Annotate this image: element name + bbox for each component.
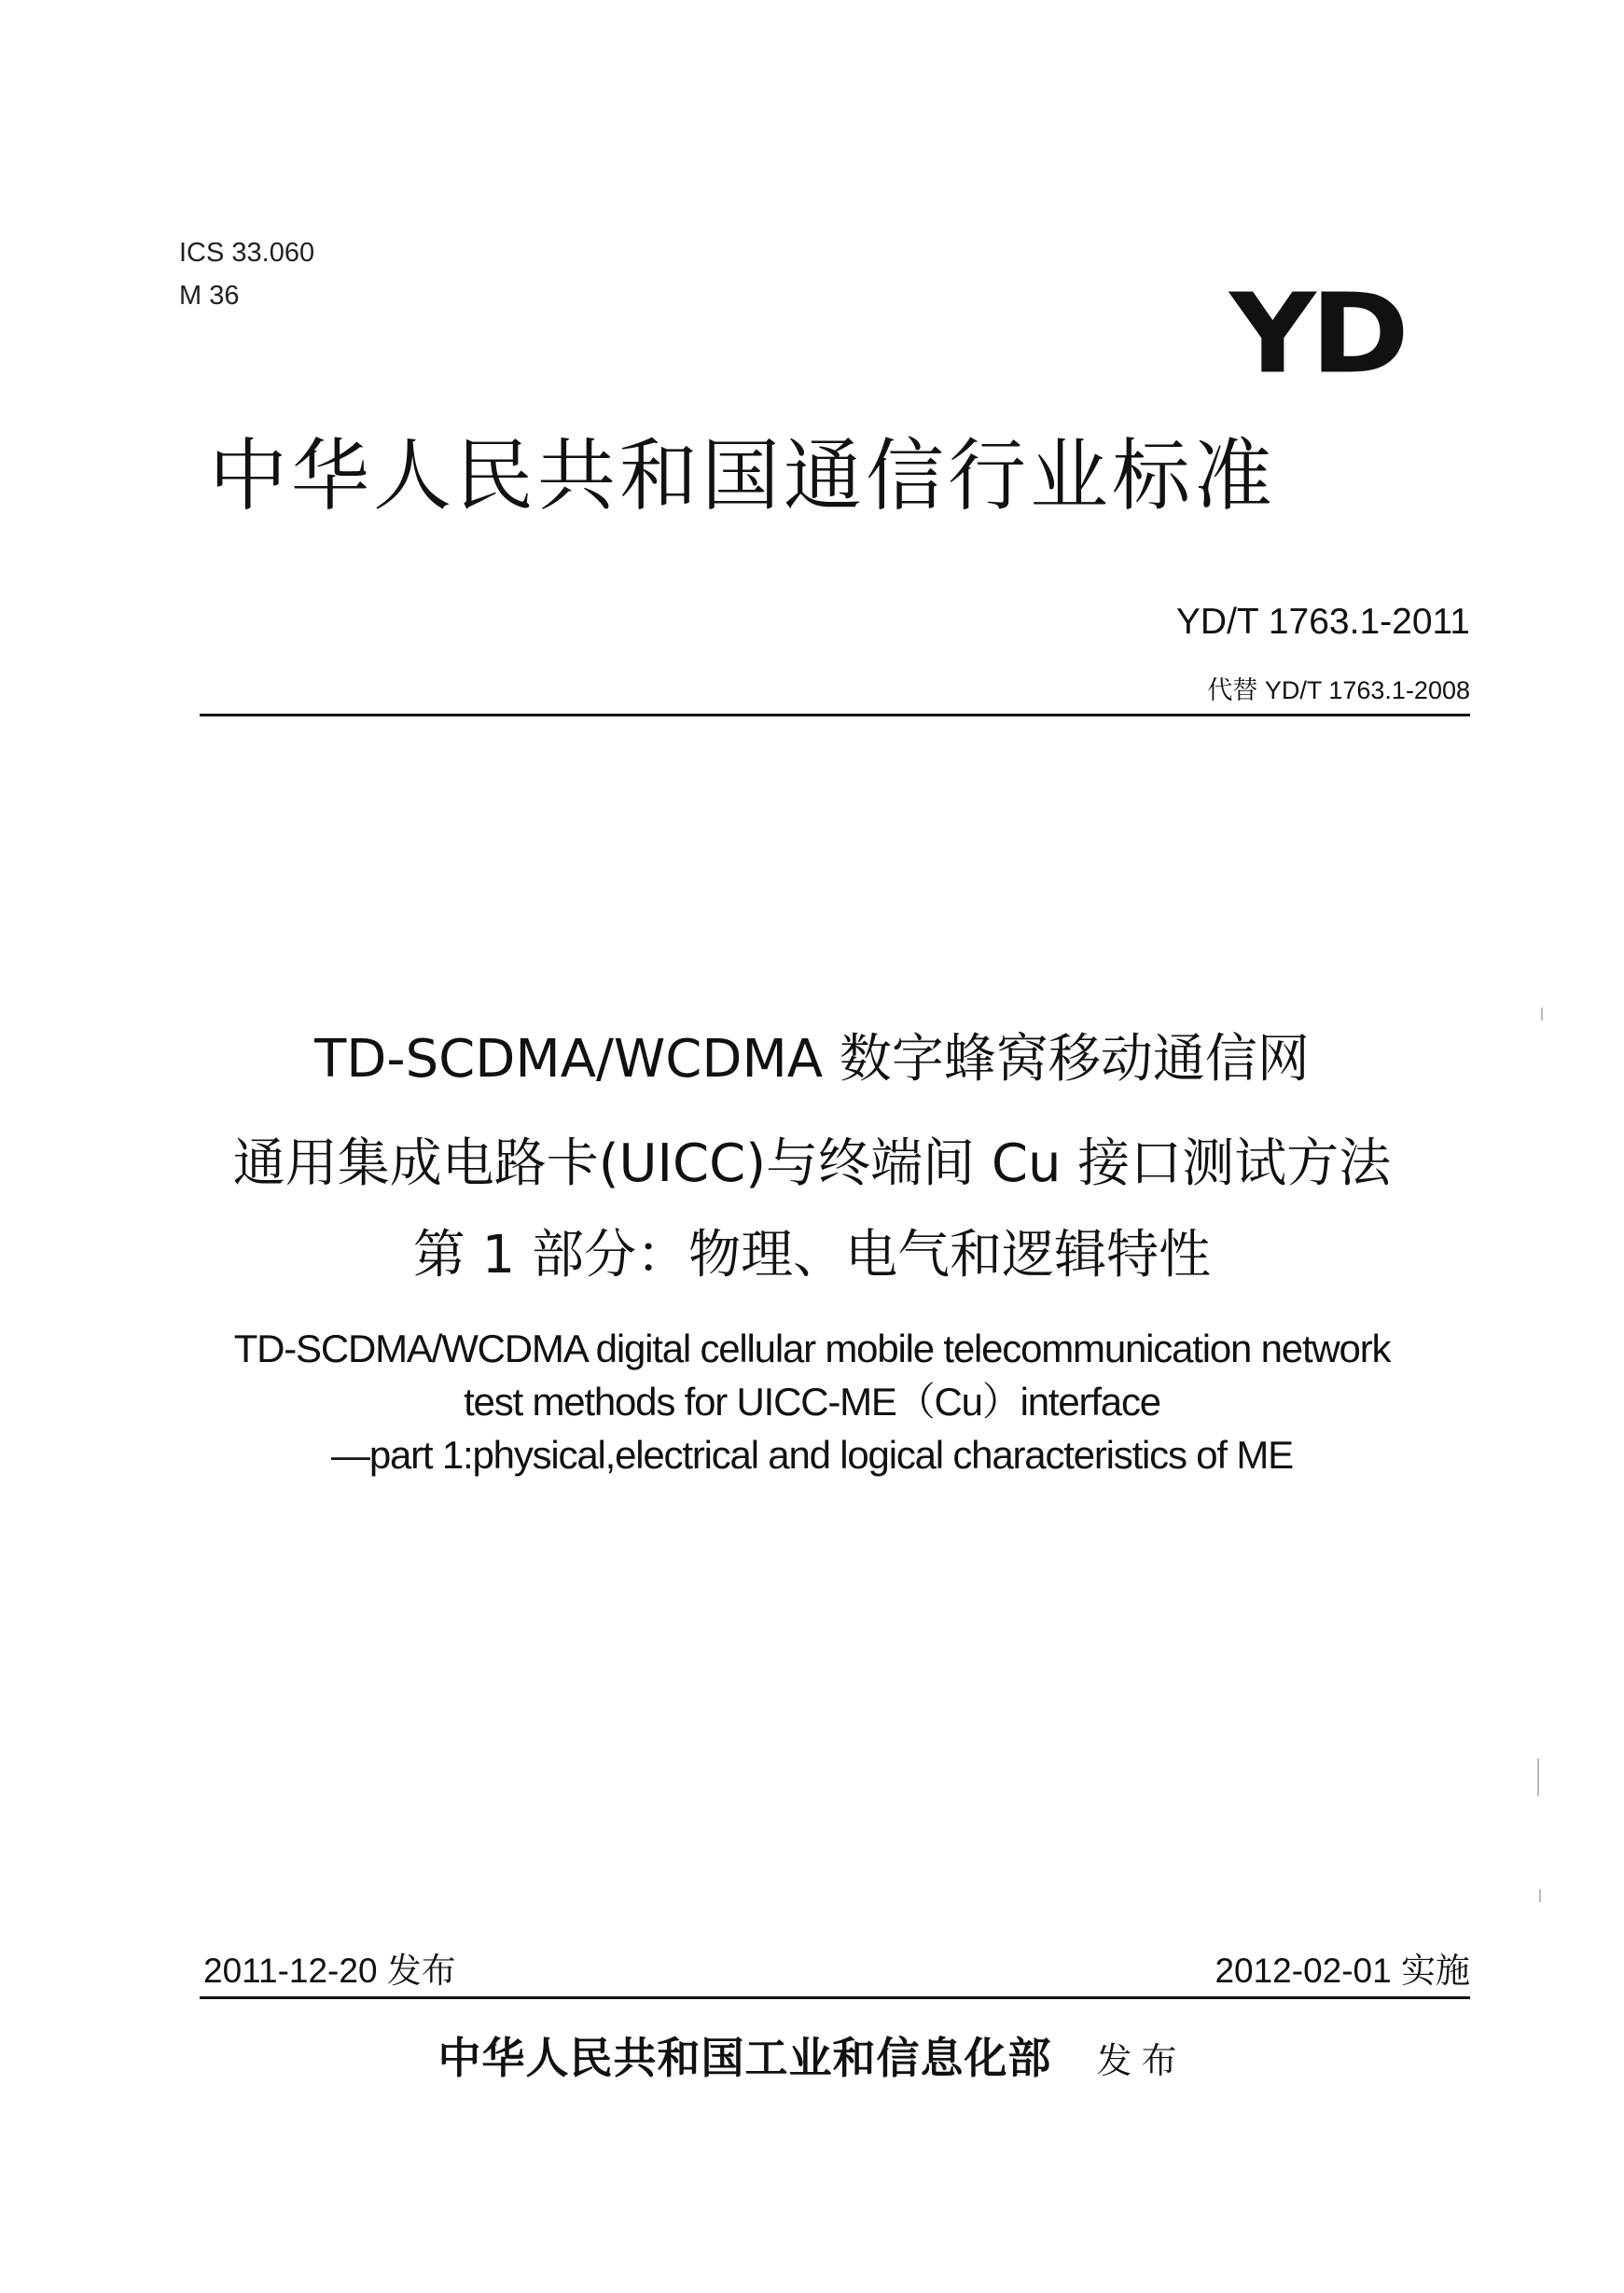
implementation-date: 2012-02-01 实施	[1215, 1952, 1470, 1990]
ics-code: ICS 33.060	[179, 238, 315, 268]
title-en-line-3: —part 1:physical,electrical and logical characteristics of ME	[331, 1433, 1293, 1477]
title-zh-line-3: 第 1 部分：物理、电气和逻辑特性	[412, 1225, 1212, 1285]
scan-speck	[1539, 1889, 1541, 1902]
title-zh-line-2: 通用集成电路卡(UICC)与终端间 Cu 接口测试方法	[232, 1133, 1392, 1194]
issue-date: 2011-12-20 发布	[203, 1952, 456, 1990]
standard-type-heading: 中华人民共和国通信行业标准	[209, 430, 1277, 521]
issuer-name: 中华人民共和国工业和信息化部	[437, 2033, 1052, 2083]
issuer-action: 发布	[1096, 2040, 1187, 2081]
title-zh-line-1: TD-SCDMA/WCDMA 数字蜂窝移动通信网	[314, 1029, 1310, 1090]
title-en-line-1: TD-SCDMA/WCDMA digital cellular mobile telecommunication network	[233, 1327, 1391, 1370]
header-divider	[200, 714, 1470, 716]
footer-divider	[200, 1996, 1470, 1999]
issuer-line	[0, 2024, 1624, 2086]
ccs-code: M 36	[179, 281, 240, 311]
scan-speck	[1537, 1758, 1539, 1796]
replaces-standard: 代替 YD/T 1763.1-2008	[1207, 676, 1470, 704]
title-en-line-2: test methods for UICC-ME（Cu）interface	[464, 1380, 1160, 1424]
yd-logo: YD	[1229, 270, 1404, 398]
standard-number: YD/T 1763.1-2011	[1175, 602, 1470, 642]
scan-speck	[1541, 1008, 1543, 1021]
